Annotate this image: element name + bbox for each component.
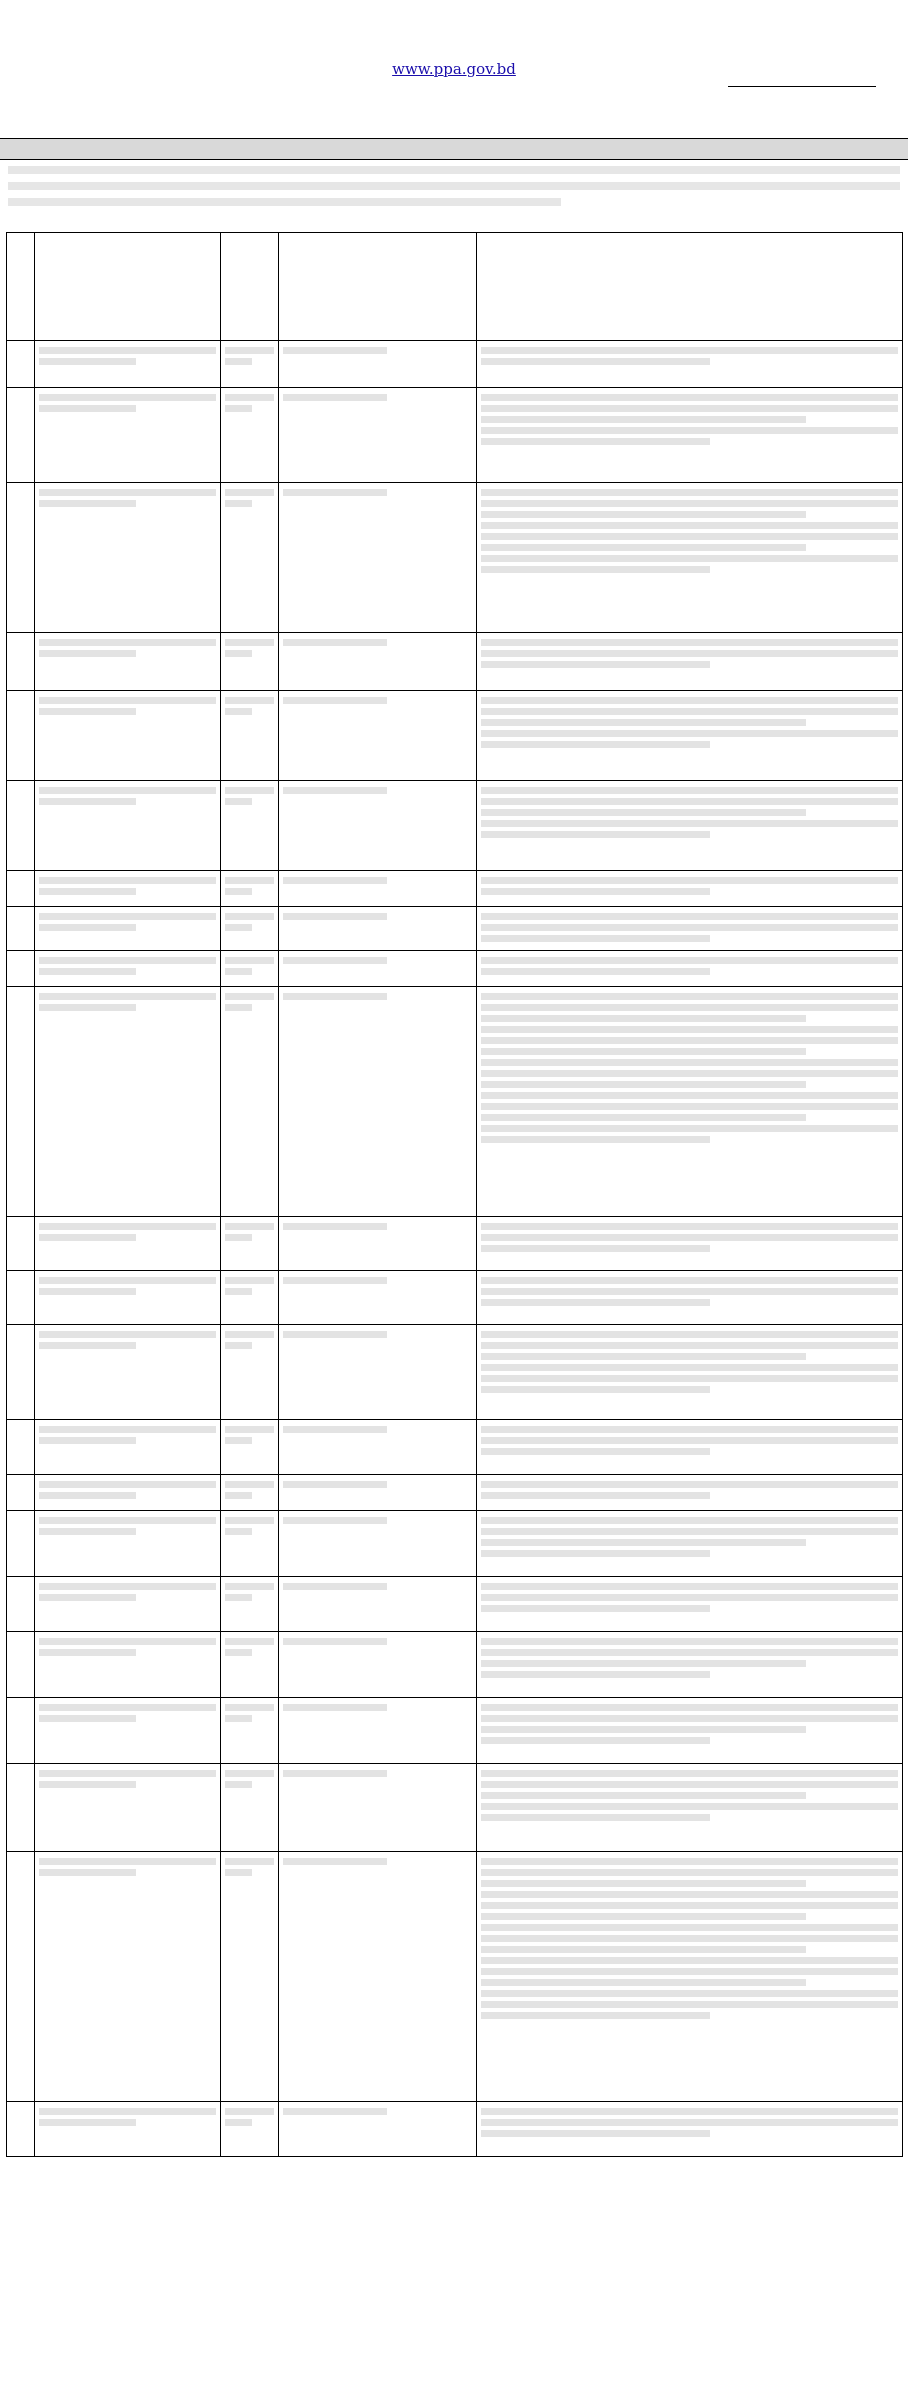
row-post-count xyxy=(221,871,279,907)
table-row xyxy=(7,1632,903,1698)
row-serial xyxy=(7,1475,35,1511)
row-post-name xyxy=(35,907,221,951)
row-post-count xyxy=(221,1475,279,1511)
row-serial xyxy=(7,1632,35,1698)
row-age-limit xyxy=(279,2102,477,2157)
row-serial xyxy=(7,1420,35,1475)
intro-line-placeholder xyxy=(8,166,900,174)
row-qualification xyxy=(477,1475,903,1511)
row-serial xyxy=(7,951,35,987)
row-post-count xyxy=(221,951,279,987)
header-post-name xyxy=(35,233,221,341)
row-post-name xyxy=(35,2102,221,2157)
row-post-count xyxy=(221,1764,279,1852)
row-post-name xyxy=(35,1475,221,1511)
row-age-limit xyxy=(279,1511,477,1577)
row-age-limit xyxy=(279,871,477,907)
row-qualification xyxy=(477,871,903,907)
row-age-limit xyxy=(279,1852,477,2102)
row-age-limit xyxy=(279,781,477,871)
row-serial xyxy=(7,781,35,871)
row-age-limit xyxy=(279,1217,477,1271)
row-post-name xyxy=(35,871,221,907)
table-row xyxy=(7,1325,903,1420)
row-qualification xyxy=(477,2102,903,2157)
row-post-count xyxy=(221,987,279,1217)
date-bangla xyxy=(728,86,876,87)
row-age-limit xyxy=(279,1325,477,1420)
table-row xyxy=(7,1217,903,1271)
table-row xyxy=(7,1420,903,1475)
row-age-limit xyxy=(279,1271,477,1325)
row-age-limit xyxy=(279,907,477,951)
row-post-count xyxy=(221,1271,279,1325)
row-post-name xyxy=(35,1420,221,1475)
row-serial xyxy=(7,1217,35,1271)
row-serial xyxy=(7,907,35,951)
row-age-limit xyxy=(279,1764,477,1852)
row-qualification xyxy=(477,907,903,951)
row-post-name xyxy=(35,1764,221,1852)
row-post-name xyxy=(35,1577,221,1632)
row-qualification xyxy=(477,1420,903,1475)
row-post-count xyxy=(221,483,279,633)
table-row xyxy=(7,483,903,633)
row-age-limit xyxy=(279,1475,477,1511)
table-row xyxy=(7,341,903,388)
notice-intro xyxy=(8,162,900,228)
notice-title xyxy=(0,138,908,160)
row-post-name xyxy=(35,388,221,483)
table-row xyxy=(7,987,903,1217)
row-age-limit xyxy=(279,1577,477,1632)
table-row xyxy=(7,781,903,871)
row-post-count xyxy=(221,907,279,951)
table-row xyxy=(7,871,903,907)
row-serial xyxy=(7,1852,35,2102)
row-serial xyxy=(7,1325,35,1420)
row-age-limit xyxy=(279,691,477,781)
row-serial xyxy=(7,1698,35,1764)
table-row xyxy=(7,1271,903,1325)
row-serial xyxy=(7,1764,35,1852)
row-age-limit xyxy=(279,633,477,691)
row-post-name xyxy=(35,1325,221,1420)
row-qualification xyxy=(477,1271,903,1325)
row-post-count xyxy=(221,2102,279,2157)
table-row xyxy=(7,1511,903,1577)
row-qualification xyxy=(477,1511,903,1577)
row-serial xyxy=(7,1271,35,1325)
row-serial xyxy=(7,2102,35,2157)
row-post-name xyxy=(35,1852,221,2102)
row-post-count xyxy=(221,1632,279,1698)
row-serial xyxy=(7,483,35,633)
row-age-limit xyxy=(279,1698,477,1764)
header-qualification xyxy=(477,233,903,341)
row-qualification xyxy=(477,691,903,781)
header-serial xyxy=(7,233,35,341)
row-qualification xyxy=(477,1852,903,2102)
row-post-name xyxy=(35,1511,221,1577)
row-age-limit xyxy=(279,951,477,987)
row-post-name xyxy=(35,781,221,871)
row-qualification xyxy=(477,483,903,633)
row-post-name xyxy=(35,1217,221,1271)
row-post-count xyxy=(221,1420,279,1475)
row-post-count xyxy=(221,1325,279,1420)
row-post-name xyxy=(35,341,221,388)
notice-header xyxy=(0,0,908,135)
row-age-limit xyxy=(279,483,477,633)
row-post-name xyxy=(35,483,221,633)
row-qualification xyxy=(477,1325,903,1420)
row-qualification xyxy=(477,1577,903,1632)
table-row xyxy=(7,633,903,691)
row-serial xyxy=(7,1511,35,1577)
row-post-name xyxy=(35,1632,221,1698)
row-post-count xyxy=(221,1511,279,1577)
table-header-row xyxy=(7,233,903,341)
table-row xyxy=(7,388,903,483)
row-post-count xyxy=(221,388,279,483)
row-age-limit xyxy=(279,1420,477,1475)
table-row xyxy=(7,691,903,781)
row-qualification xyxy=(477,1698,903,1764)
row-qualification xyxy=(477,987,903,1217)
row-qualification xyxy=(477,633,903,691)
row-age-limit xyxy=(279,388,477,483)
date-box xyxy=(728,86,876,87)
row-post-name xyxy=(35,1698,221,1764)
row-serial xyxy=(7,871,35,907)
row-qualification xyxy=(477,388,903,483)
row-age-limit xyxy=(279,341,477,388)
table-row xyxy=(7,1698,903,1764)
row-post-name xyxy=(35,951,221,987)
intro-line-placeholder xyxy=(8,198,561,206)
row-post-count xyxy=(221,781,279,871)
intro-line-placeholder xyxy=(8,182,900,190)
table-row xyxy=(7,1475,903,1511)
row-age-limit xyxy=(279,987,477,1217)
row-post-name xyxy=(35,633,221,691)
row-post-name xyxy=(35,691,221,781)
row-serial xyxy=(7,987,35,1217)
row-post-count xyxy=(221,1217,279,1271)
row-qualification xyxy=(477,341,903,388)
row-post-name xyxy=(35,987,221,1217)
header-age-limit xyxy=(279,233,477,341)
vacancy-table xyxy=(6,232,903,2157)
row-qualification xyxy=(477,951,903,987)
row-serial xyxy=(7,1577,35,1632)
row-qualification xyxy=(477,1764,903,1852)
row-post-count xyxy=(221,1852,279,2102)
table-row xyxy=(7,2102,903,2157)
table-row xyxy=(7,907,903,951)
row-qualification xyxy=(477,1217,903,1271)
row-qualification xyxy=(477,781,903,871)
website-link[interactable]: www.ppa.gov.bd xyxy=(392,60,516,78)
row-post-count xyxy=(221,1698,279,1764)
row-post-name xyxy=(35,1271,221,1325)
row-post-count xyxy=(221,633,279,691)
table-row xyxy=(7,1577,903,1632)
header-post-count xyxy=(221,233,279,341)
row-serial xyxy=(7,691,35,781)
row-post-count xyxy=(221,341,279,388)
table-row xyxy=(7,951,903,987)
row-post-count xyxy=(221,691,279,781)
table-row xyxy=(7,1852,903,2102)
row-serial xyxy=(7,341,35,388)
row-age-limit xyxy=(279,1632,477,1698)
row-post-count xyxy=(221,1577,279,1632)
table-row xyxy=(7,1764,903,1852)
row-serial xyxy=(7,633,35,691)
row-qualification xyxy=(477,1632,903,1698)
row-serial xyxy=(7,388,35,483)
